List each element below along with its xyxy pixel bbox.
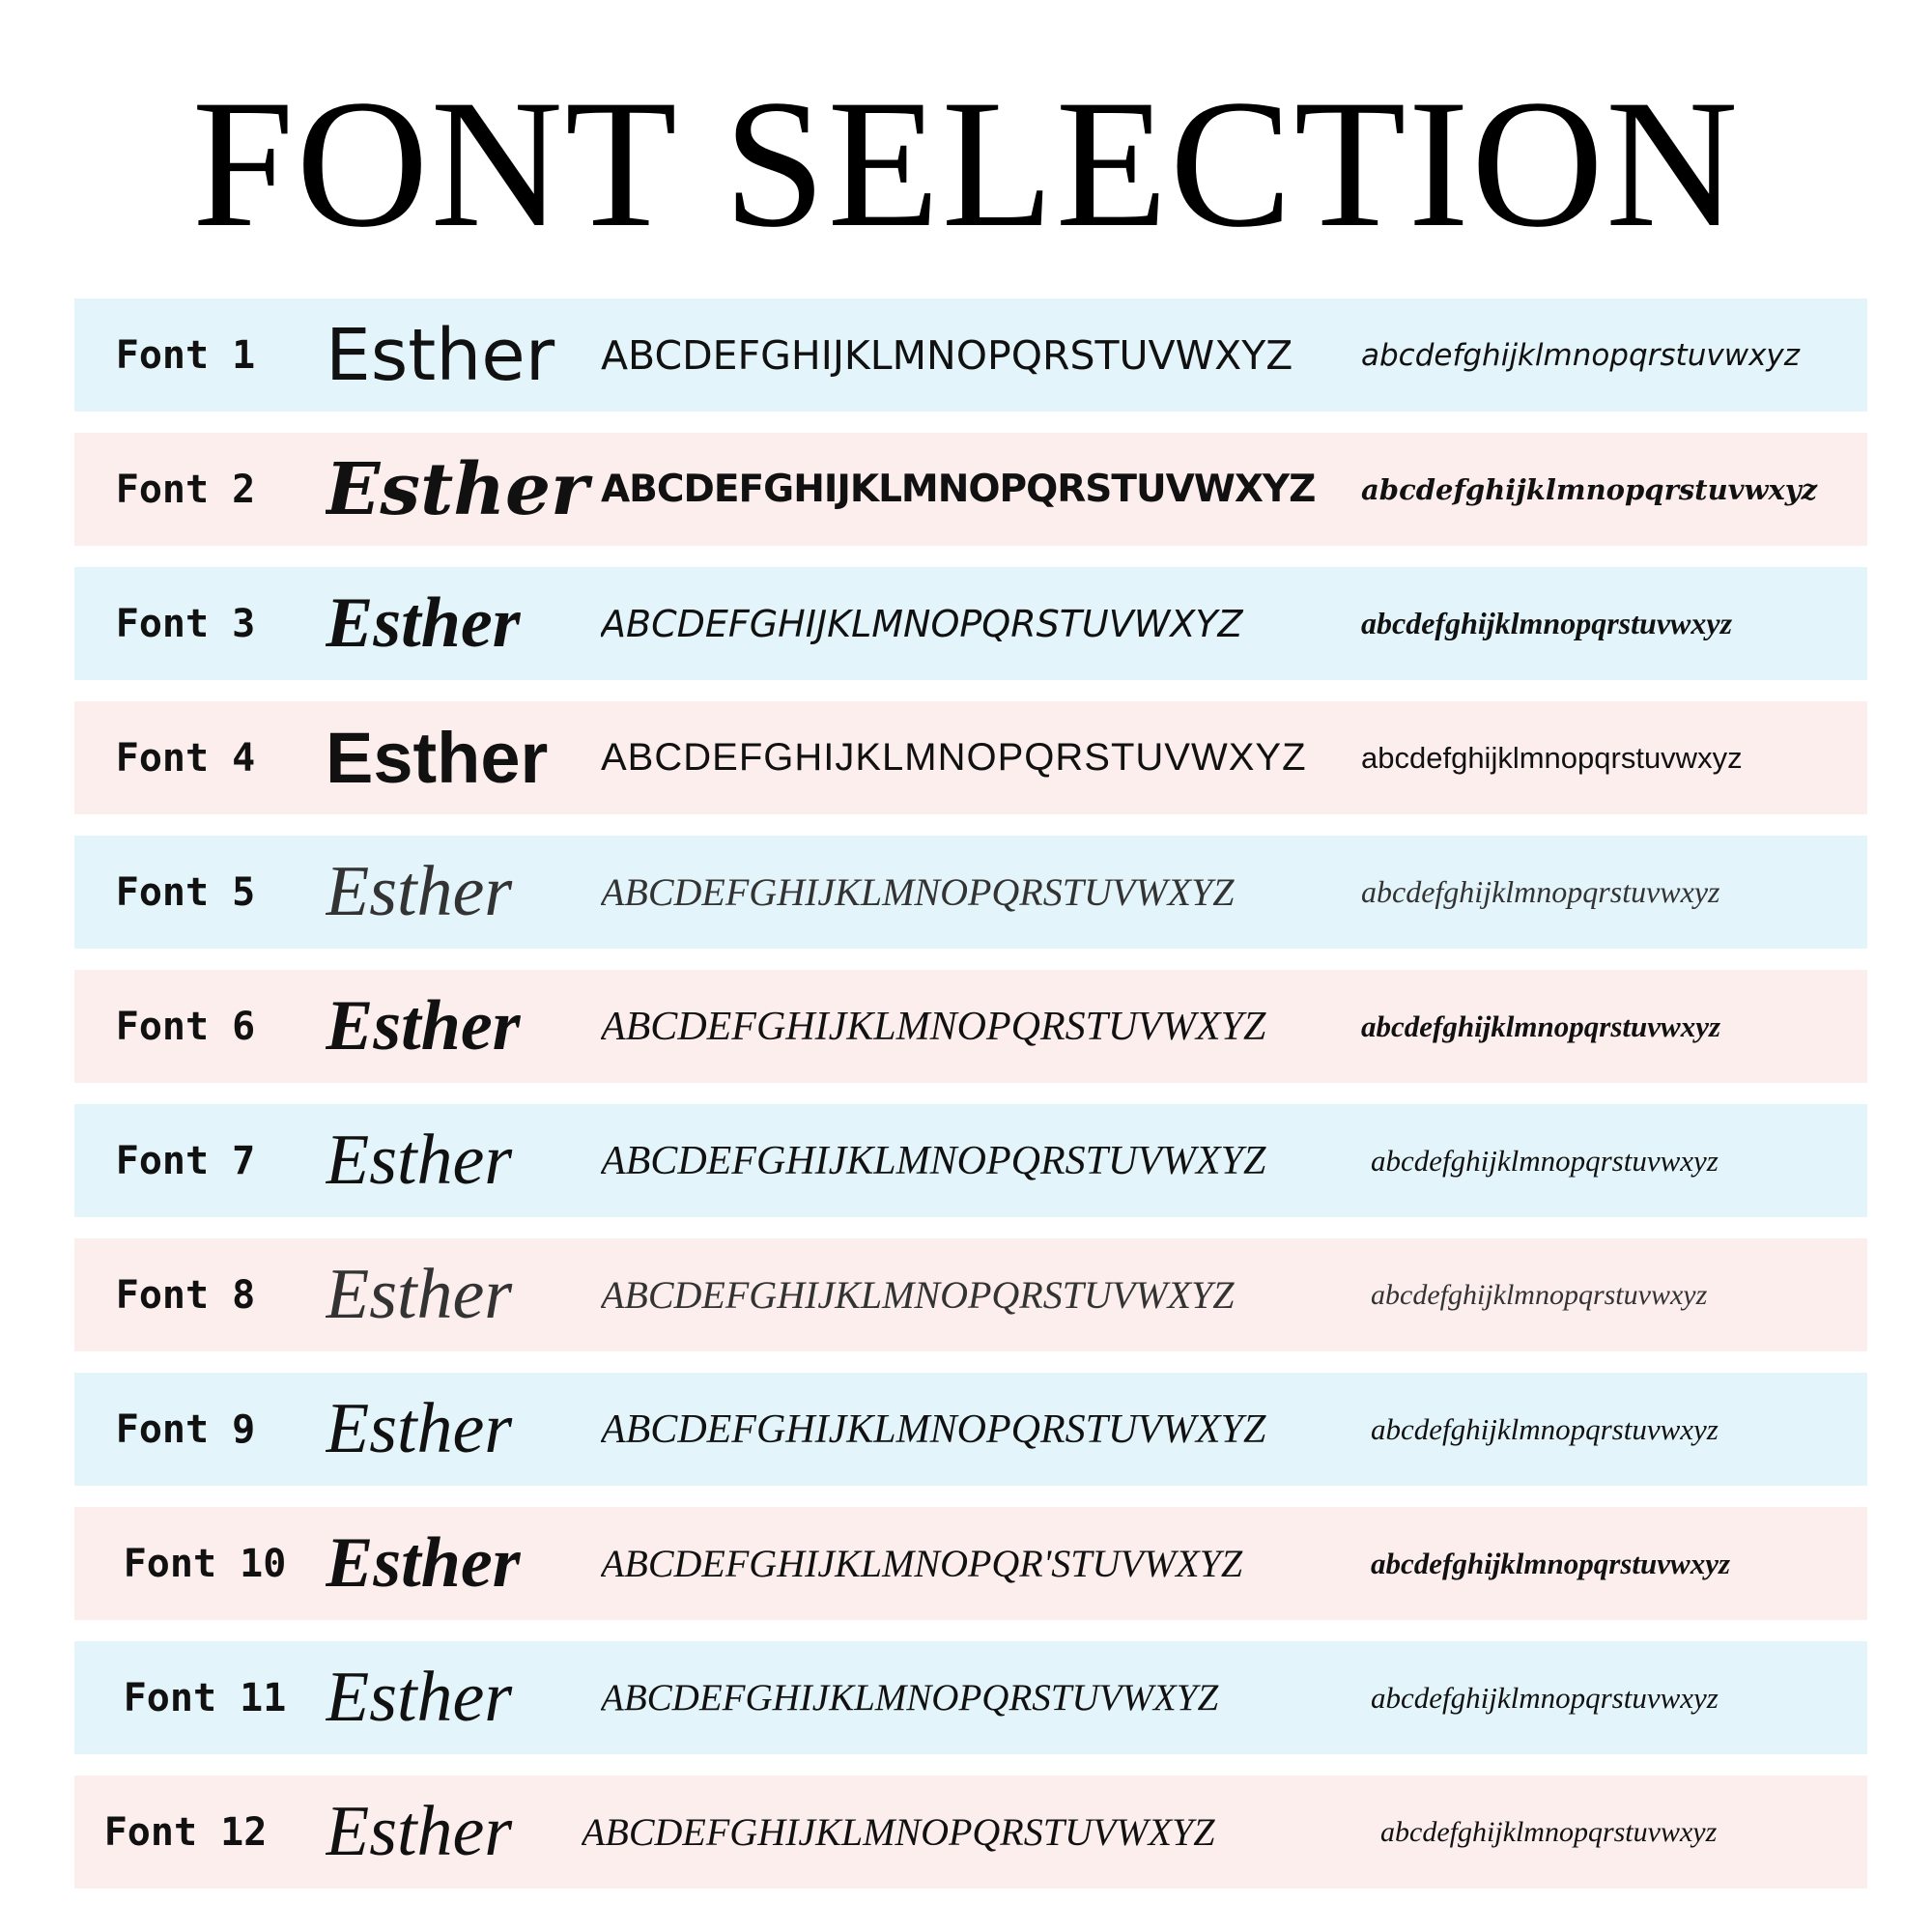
font-sample-uppercase: ABCDEFGHIJKLMNOPQRSTUVWXYZ [582,1810,1215,1854]
font-sample-uppercase: ABCDEFGHIJKLMNOPQRSTUVWXYZ [601,1273,1235,1317]
font-sample-lowercase: abcdefghijklmnopqrstuvwxyz [1361,472,1818,506]
font-label: Font 6 [115,1004,256,1049]
font-sample-lowercase: abcdefghijklmnopqrstuvwxyz [1361,1009,1721,1043]
font-row-8 [74,1238,1867,1351]
font-sample-uppercase: ABCDEFGHIJKLMNOPQRSTUVWXYZ [601,870,1235,914]
page-title: FONT SELECTION [191,63,1741,266]
font-row-3 [74,567,1867,680]
font-sample-name: Esther [326,718,549,798]
font-sample-lowercase: abcdefghijklmnopqrstuvwxyz [1380,1815,1718,1848]
font-sample-name: Esther [326,1792,513,1871]
font-label: Font 5 [115,869,256,915]
font-row-12 [74,1776,1867,1889]
font-row-4 [74,701,1867,814]
font-sample-uppercase: ABCDEFGHIJKLMNOPQRSTUVWXYZ [601,602,1243,645]
font-row-5 [74,836,1867,949]
font-sample-name: Esther [326,852,513,931]
font-sample-name: Esther [326,1255,513,1334]
font-sample-uppercase: ABCDEFGHIJKLMNOPQRSTUVWXYZ [601,1138,1266,1183]
font-sample-name: Esther [326,447,589,531]
font-sample-lowercase: abcdefghijklmnopqrstuvwxyz [1371,1143,1719,1178]
font-label: Font 12 [103,1809,268,1855]
font-sample-lowercase: abcdefghijklmnopqrstuvwxyz [1361,337,1801,373]
font-sample-lowercase: abcdefghijklmnopqrstuvwxyz [1371,1546,1731,1580]
font-row-1 [74,298,1867,412]
font-sample-uppercase: ABCDEFGHIJKLMNOPQRSTUVWXYZ [601,1004,1266,1049]
font-label: Font 2 [115,467,256,512]
font-sample-uppercase: ABCDEFGHIJKLMNOPQRSTUVWXYZ [601,1677,1219,1719]
font-sample-name: Esther [326,313,555,397]
font-label: Font 1 [115,332,256,378]
font-sample-lowercase: abcdefghijklmnopqrstuvwxyz [1371,1411,1719,1446]
font-sample-name: Esther [326,1658,513,1737]
font-sample-lowercase: abcdefghijklmnopqrstuvwxyz [1361,874,1720,909]
font-sample-uppercase: ABCDEFGHIJKLMNOPQR'STUVWXYZ [601,1542,1243,1585]
font-sample-uppercase: ABCDEFGHIJKLMNOPQRSTUVWXYZ [601,736,1307,779]
font-sample-name: Esther [326,1523,521,1603]
font-sample-name: Esther [326,1121,513,1200]
font-label: Font 4 [115,735,256,781]
font-sample-uppercase: ABCDEFGHIJKLMNOPQRSTUVWXYZ [601,1406,1266,1452]
font-label: Font 8 [115,1272,256,1318]
font-row-10 [74,1507,1867,1620]
font-label: Font 9 [115,1406,256,1452]
font-sample-name: Esther [326,1389,513,1468]
font-row-9 [74,1373,1867,1486]
font-label: Font 3 [115,601,256,646]
font-sample-lowercase: abcdefghijklmnopqrstuvwxyz [1371,1680,1719,1715]
font-row-11 [74,1641,1867,1754]
font-sample-uppercase: ABCDEFGHIJKLMNOPQRSTUVWXYZ [601,331,1293,379]
font-sample-name: Esther [326,583,521,663]
font-label: Font 11 [123,1675,287,1720]
font-sample-lowercase: abcdefghijklmnopqrstuvwxyz [1361,606,1733,640]
font-sample-lowercase: abcdefghijklmnopqrstuvwxyz [1361,740,1743,775]
font-table [74,298,1867,1910]
font-row-2 [74,433,1867,546]
font-sample-lowercase: abcdefghijklmnopqrstuvwxyz [1371,1278,1708,1311]
font-row-6 [74,970,1867,1083]
font-row-7 [74,1104,1867,1217]
font-sample-uppercase: ABCDEFGHIJKLMNOPQRSTUVWXYZ [601,468,1316,511]
font-label: Font 7 [115,1138,256,1183]
font-label: Font 10 [123,1541,287,1586]
font-sample-name: Esther [326,986,521,1065]
